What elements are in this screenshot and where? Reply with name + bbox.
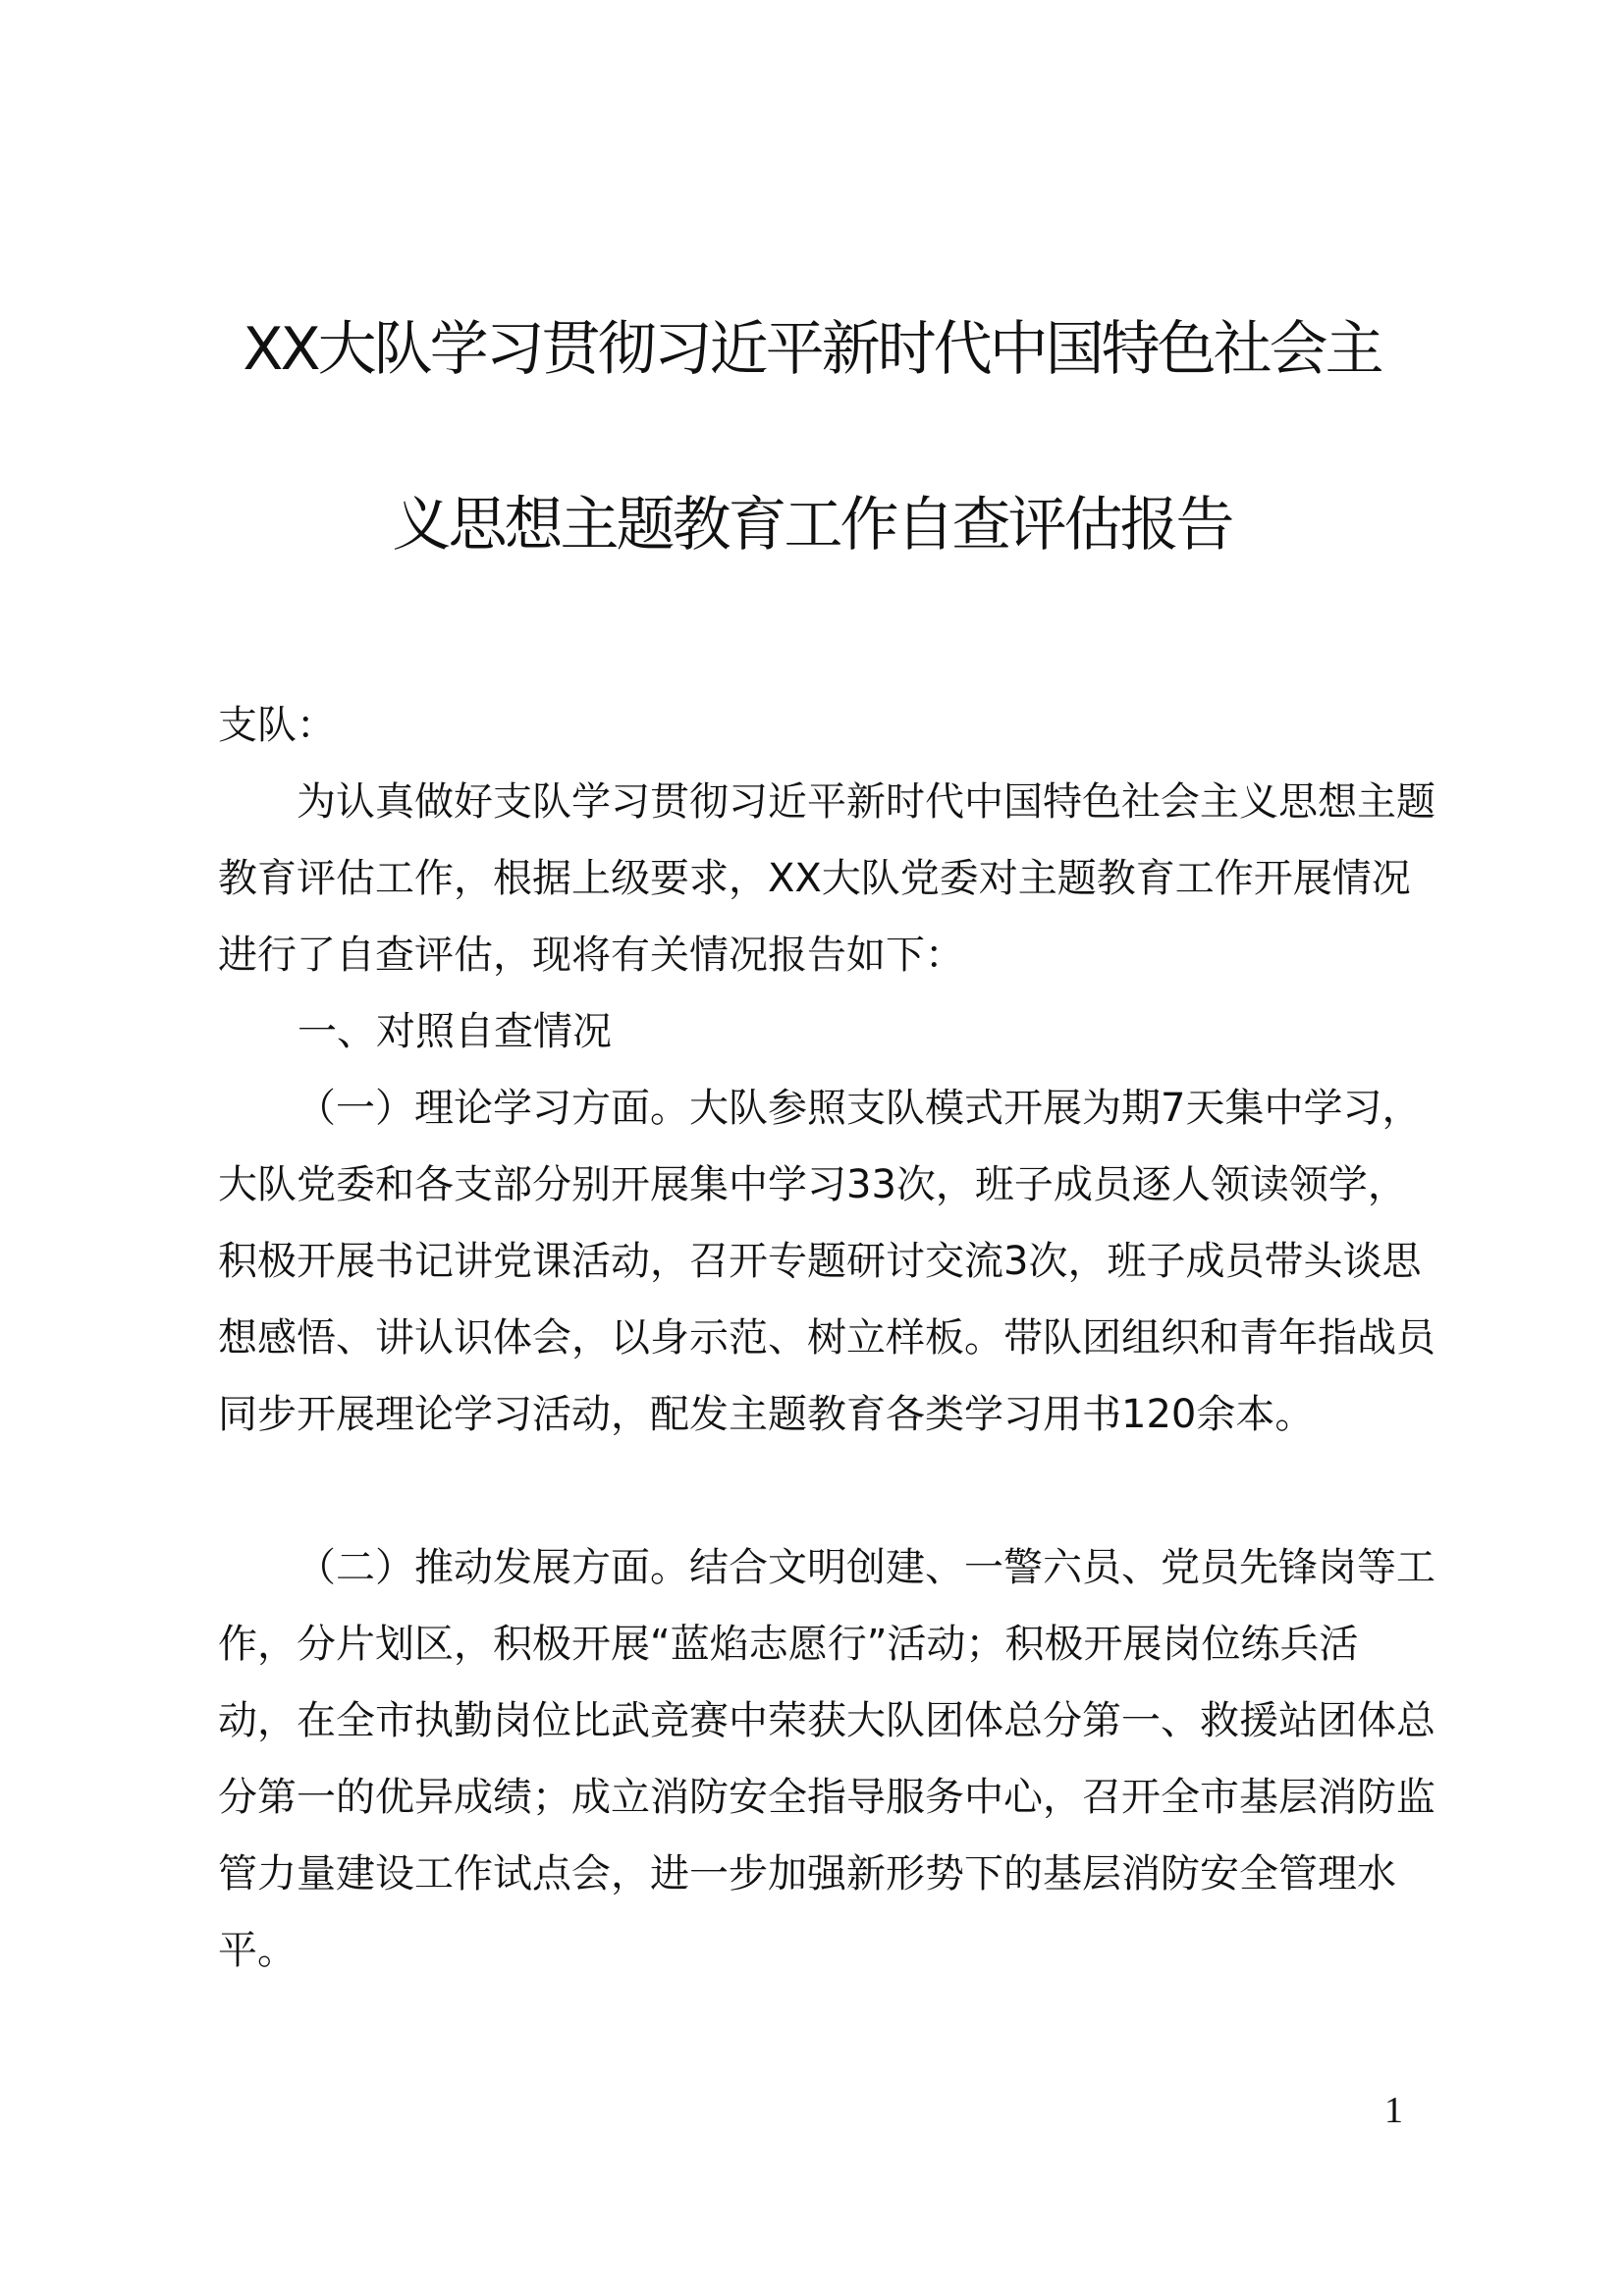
page-number: 1 — [1384, 2090, 1403, 2131]
salutation: 支队： — [218, 703, 336, 748]
document-title-line-1: XX大队学习贯彻习近平新时代中国特色社会主 — [243, 315, 1381, 384]
theory-study-paragraph: （一）理论学习方面。大队参照支队模式开展为期7天集中学习，大队党委和各支部分别开展集中学习33次，班子成员逐人领读领学，积极开展书记讲党课活动，召开专题研讨交流3次，班子成员带头谈思想感悟、讲认识体会，以身示范、树立样板。带队团组织和青年指战员同步开展理论学习活动，配发主题教育各类学习用书120余本。 — [218, 1086, 1435, 1437]
document-title-line-2: 义思想主题教育工作自查评估报告 — [392, 491, 1232, 560]
section-heading: 一、对照自查情况 — [298, 1009, 612, 1054]
intro-paragraph: 为认真做好支队学习贯彻习近平新时代中国特色社会主义思想主题教育评估工作，根据上级要求，XX大队党委对主题教育工作开展情况进行了自查评估，现将有关情况报告如下： — [218, 779, 1435, 978]
development-paragraph: （二）推动发展方面。结合文明创建、一警六员、党员先锋岗等工作，分片划区，积极开展“蓝焰志愿行”活动；积极开展岗位练兵活动，在全市执勤岗位比武竞赛中荣获大队团体总分第一、救援站团体总分第一的优异成绩；成立消防安全指导服务中心，召开全市基层消防监管力量建设工作试点会，进一步加强新形势下的基层消防安全管理水平。 — [218, 1545, 1435, 1973]
